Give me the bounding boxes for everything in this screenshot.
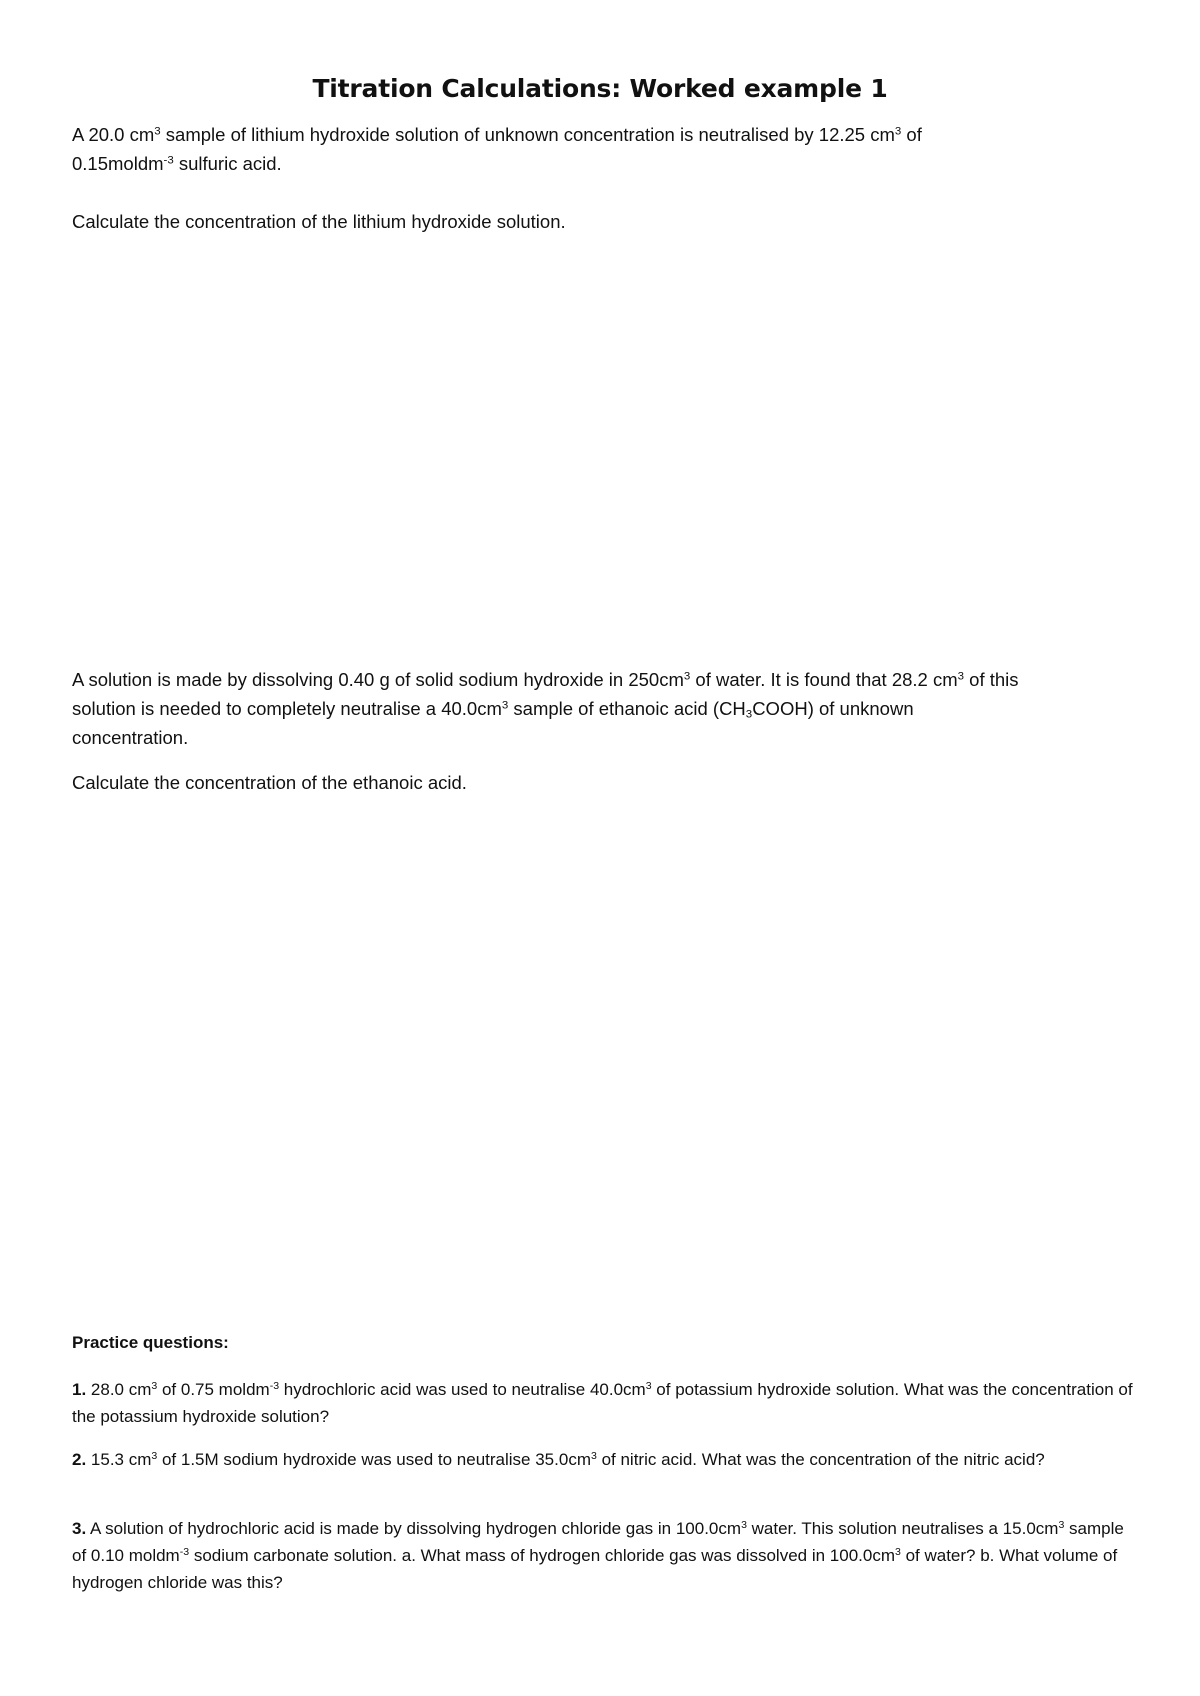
example1-question: A 20.0 $cm^3$ sample of lithium hydroxide solution of unknown concentration is neutralised by 12.25 $cm^3$ of 0.15moldm$^{-3}$ sulfuric acid. [72, 124, 922, 174]
practice-heading: Practice questions: [72, 1333, 229, 1352]
example2-prompt: Calculate the concentration of the ethanoic acid. [72, 772, 467, 793]
example2-question: A solution is made by dissolving 0.40 g of solid sodium hydroxide in $250cm^3$ of water. It is found that 28.2 $cm^3$ of this solution is needed to completely neutralise a $40.0cm^3$ sample of ethanoic acid $(CH_3COOH)$ of unknown concentration. [72, 669, 1019, 748]
practice-question-3: 3. A solution of hydrochloric acid is made by dissolving hydrogen chloride gas in $100.0cm^3$ water. This solution neutralises a $15.0cm^3$ sample of 0.10 moldm$^{-3}$ sodium carbonate solution. a. What mass of hydrogen chloride gas was dissolved in $100.0cm^3$ of water? b. What volume of hydrogen chloride was this? [72, 1519, 1124, 1592]
practice-question-2: 2. 15.3 $cm^3$ of 1.5M sodium hydroxide was used to neutralise $35.0cm^3$ of nitric acid. What was the concentration of the nitric acid? [72, 1450, 1045, 1469]
practice-question-1: 1. 28.0 $cm^3$ of 0.75 moldm$^{-3}$ hydrochloric acid was used to neutralise $40.0cm^3$ of potassium hydroxide solution. What was the concentration of the potassium hydroxide solution? [72, 1380, 1133, 1426]
example1-prompt: Calculate the concentration of the lithium hydroxide solution. [72, 211, 566, 232]
page-title: Titration Calculations: Worked example 1 [312, 74, 888, 103]
